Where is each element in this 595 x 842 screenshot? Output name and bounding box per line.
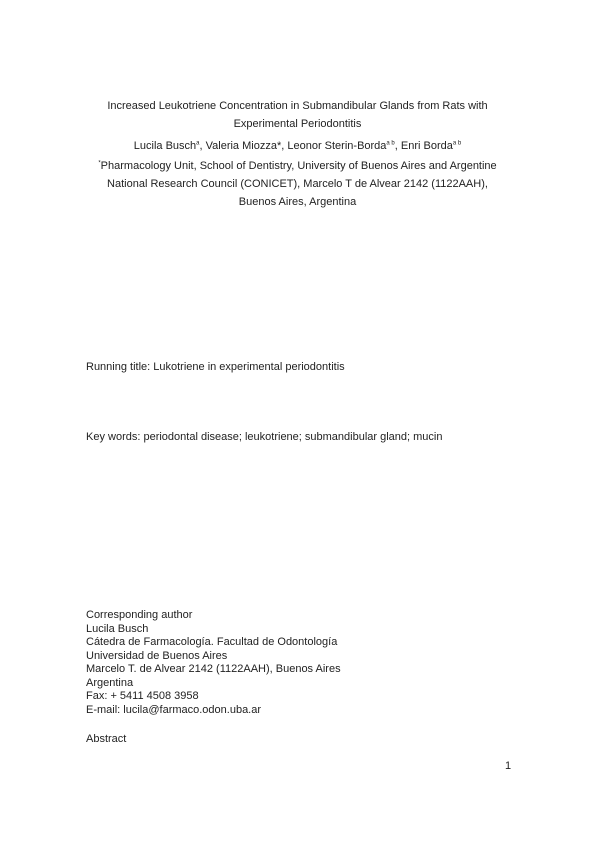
title-block <box>60 97 535 133</box>
abstract-heading: Abstract <box>86 733 127 745</box>
correspondence-university: Universidad de Buenos Aires <box>86 649 228 662</box>
correspondence-country: Argentina <box>86 676 134 689</box>
affiliation-block <box>60 157 535 211</box>
author-4: Enri Borda <box>400 140 453 152</box>
correspondence-heading: Corresponding author <box>86 609 193 621</box>
author-line: Lucila Busch$^a$, Valeria Miozza*, Leonor Sterin-Borda$^{a b}$, Enri Borda$^{a b}$ <box>133 140 462 152</box>
affiliation-line-3: Buenos Aires, Argentina <box>238 196 357 208</box>
author-4-mark: a b <box>452 140 462 147</box>
correspondence-block <box>86 609 546 717</box>
affiliation-mark: * <box>98 160 101 167</box>
author-3-mark: a b <box>386 140 395 147</box>
author-2: Valeria Miozza* <box>205 140 282 152</box>
title-line-1: Increased Leukotriene Concentration in Submandibular Glands from Rats with <box>107 100 488 112</box>
correspondence-name: Lucila Busch <box>86 622 149 635</box>
running-title: Running title: Lukotriene in experimental periodontitis <box>86 361 345 373</box>
affiliation-line-2: National Research Council (CONICET), Marcelo T de Alvear 2142 (1122AAH), <box>107 178 488 190</box>
affiliation-line-1: Pharmacology Unit, School of Dentistry, University of Buenos Aires and Argentine <box>100 160 497 172</box>
author-1: Lucila Busch <box>133 140 197 152</box>
author-3: Leonor Sterin-Borda <box>287 140 387 152</box>
keywords: Key words: periodontal disease; leukotriene; submandibular gland; mucin <box>86 431 443 443</box>
page-number: 1 <box>505 760 512 772</box>
correspondence-email: E-mail: lucila@farmaco.odon.uba.ar <box>86 703 262 716</box>
correspondence-dept: Cátedra de Farmacología. Facultad de Odontología <box>86 636 338 648</box>
correspondence-address: Marcelo T. de Alvear 2142 (1122AAH), Buenos Aires <box>86 663 341 675</box>
author-1-mark: a <box>196 140 200 147</box>
title-line-2: Experimental Periodontitis <box>233 118 362 130</box>
correspondence-fax: Fax: + 5411 4508 3958 <box>86 690 199 702</box>
